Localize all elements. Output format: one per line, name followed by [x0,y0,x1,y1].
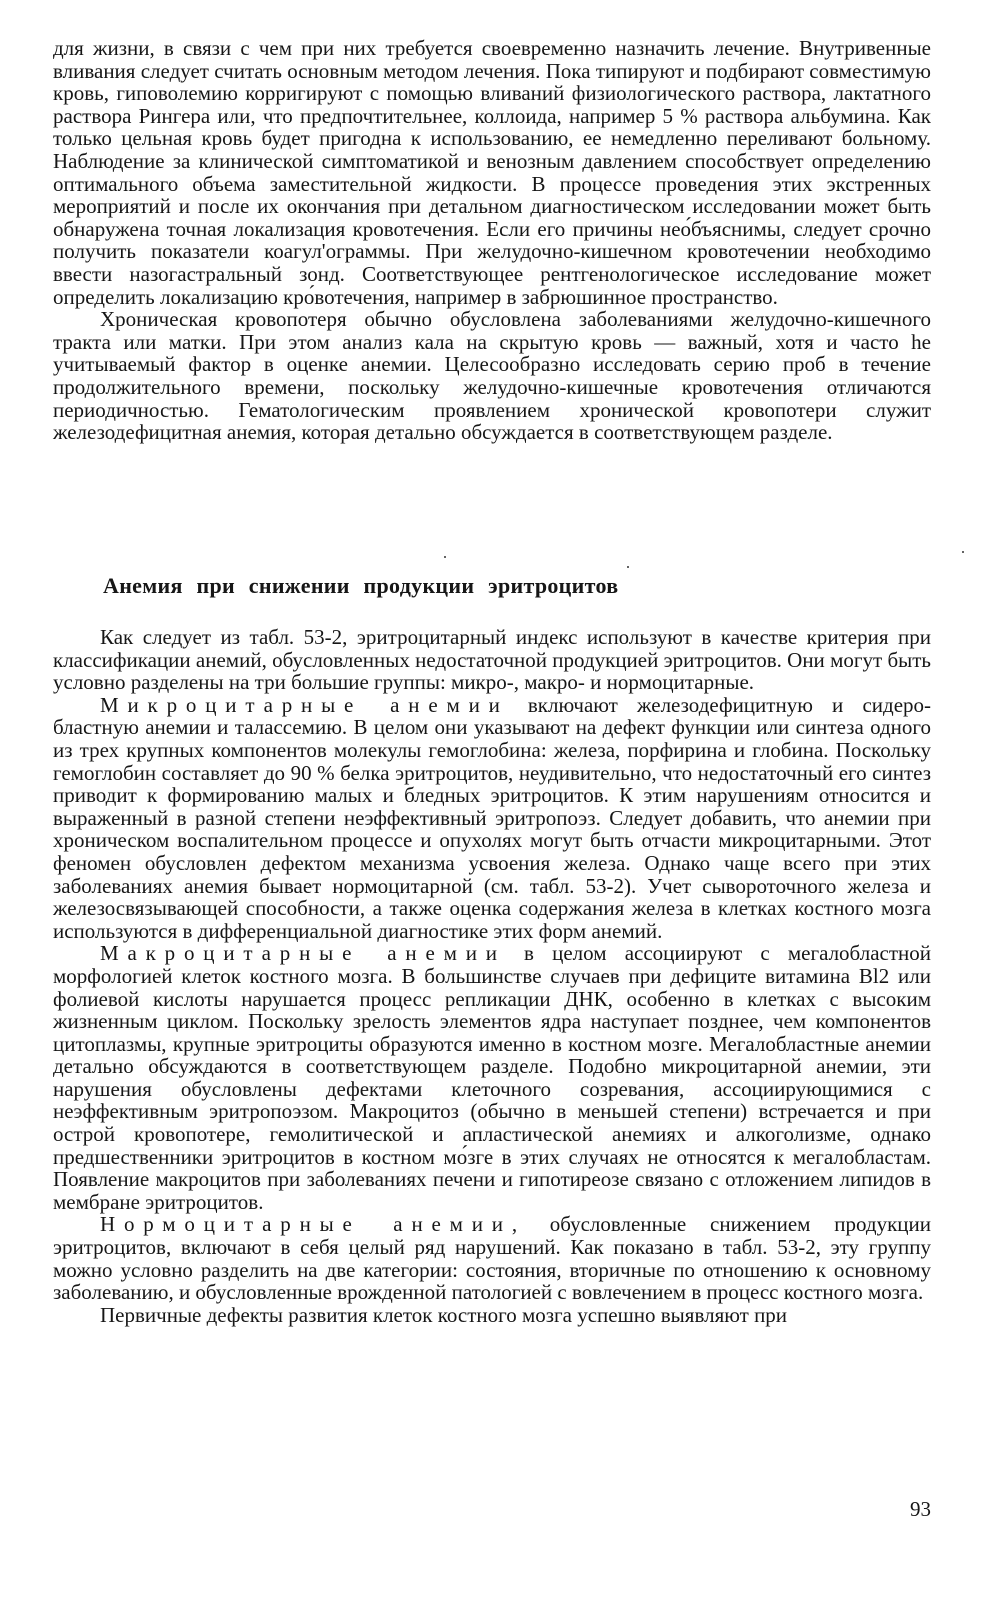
paragraph-acute-blood-loss: для жизни, в связи с чем при них требуется своевременно назначить лечение. Внутривенные вливания следует считать основным методом лечения. Пока типируют и подбирают совместимую кровь, гиповолемию корригируют с помощью вливаний физиологического раствора, лактатного раствора Рингера или, что предпочтительнее, коллоида, например 5 % раствора альбумина. Как только цельная кровь будет пригодна к использованию, ее немедленно переливают больному. Наблюдение за клинической симптоматикой и венозным давлением способствует определению оптимального объема заместительной жидкости. В процессе проведения этих экстренных мероприятий и после их окончания при детальном диагностическом исследовании может быть обнаружена точная локализация кровотечения. Если его причины нео́бъяснимы, следует срочно получить показатели коагул'ограммы. При желудочно-кишечном кровотечении необходимо ввести назогастральный зонд. Соответствующее рентгенологическое исследование может определить локализацию кро́вотечения, например в забрюшинное пространство. [53,36,931,309]
term-normocytic: Нормоцитарные анемии, [100,1212,526,1237]
top-text-block [53,37,931,444]
paragraph-macrocytic [53,942,931,1213]
scan-speck [962,551,964,553]
paragraph-microcytic [53,694,931,943]
paragraph-chronic-blood-loss: Хроническая кровопотеря обычно обусловлена заболеваниями желудочно-кишечного тракта или матки. При этом анализ кала на скрытую кровь — важный, хотя и часто he учитываемый фактор в оценке анемии. Целесообразно исследовать серию проб в течение продолжительного времени, поскольку желудочно-кишечные кровотечения отличаются периодичностью. Гематологическим проявлением хронической кровопотери служит железодефицитная анемия, которая детально обсуждается в соответствующем разделе. [53,307,931,445]
text-microcytic: включают железодефицитную и сидеробластную анемии и талассемию. В целом они указывают на дефект функции или синтеза одного из трех крупных компонентов молекулы гемоглобина: железа, порфирина и глобина. Поскольку гемоглобин составляет до 90 % белка эритроцитов, неудивительно, что недостаточный его синтез приводит к формированию малых и бледных эритроцитов. К этим нарушениям относится и выраженный в разной степени неэффективный эритропоэз. Следует добавить, что анемии при хроническом воспалительном процессе и опухолях могут быть отчасти микроцитарными. Этот феномен обусловлен дефектом механизма усвоения железа. Однако чаще всего при этих заболеваниях анемия бывает нормоцитарной (см. табл. 53-2). Учет сывороточного железа и железосвязывающей способности, а также оценка содержания железа в клетках костного мозга используются в дифференциальной диагностике этих форм анемий. [53,692,932,943]
term-macrocytic: Макроцитарные анемии [100,941,506,966]
scan-speck [627,566,629,568]
text-normocytic: обусловленные снижением продукции эритроцитов, включают в себя целый ряд нарушений. Как показано в табл. 53-2, эту группу можно условно разделить на две категории: состояния, вторичные по отношению к основному заболеванию, и обусловленные врожденной патологией с вовлечением в процесс костного мозга. [53,1212,931,1305]
paragraph-section-intro: Как следует из табл. 53-2, эритроцитарный индекс используют в качестве критерия при классификации анемий, обусловленных недостаточной продукцией эритроцитов. Они могут быть условно разделены на три большие группы: микро-, макро- и нормоцитарные. [53,625,931,695]
paragraph-normocytic [53,1213,931,1303]
paragraph-last-line: Первичные дефекты развития клеток костного мозга успешно выявляют при [100,1302,788,1327]
text-macrocytic: в целом ассоциируют с мегалобластной морфологией клеток костного мозга. В большинстве случаев при дефиците витамина Bl2 или фолиевой кислоты нарушается процесс репликации ДНК, особенно в клетках с высоким жизненным циклом. Поскольку зрелость элементов ядра наступает позднее, чем компонентов цитоплазмы, крупные эритроциты образуются именно в костном мозге. Мегалобластные анемии детально обсуждаются в соответствующем разделе. Подобно микроцитарной анемии, эти нарушения обусловлены дефектами клеточного созревания, ассоциирующимися с неэффективным эритропоэзом. Макроцитоз (обычно в меньшей степени) встречается и при острой кровопотере, гемолитической и апластической анемиях и алкоголизме, однако предшественники эритроцитов в костном мо́зге в этих случаях не относятся к мегалобластам. Появление макроцитов при заболеваниях печени и гипотиреозе связано с отложением липидов в мембране эритроцитов. [53,941,931,1214]
term-microcytic: Микроцитарные анемии [100,692,509,717]
scan-speck [444,556,446,558]
section-text-block [53,626,931,1326]
page-number: 93 [910,1497,931,1521]
section-heading: Анемия при снижении продукции эритроцитов [103,573,619,598]
